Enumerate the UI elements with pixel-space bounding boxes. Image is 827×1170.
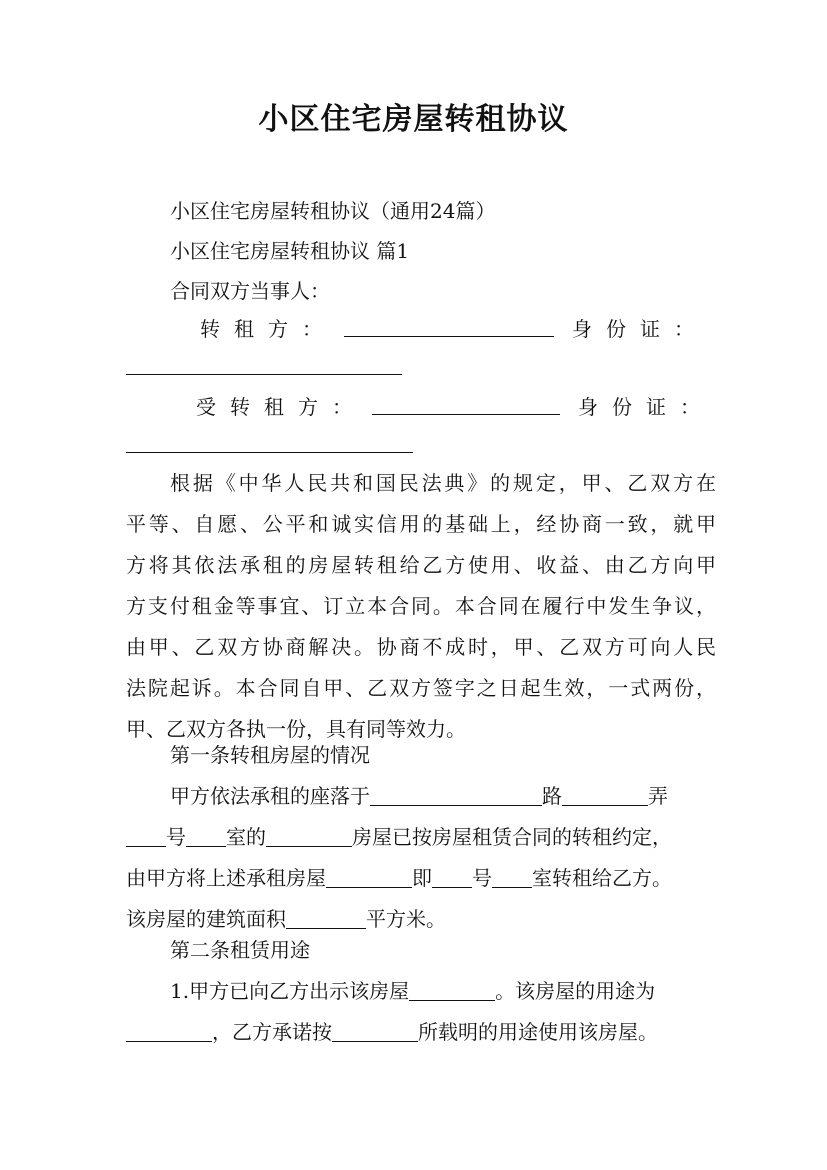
sublessee-id-blank xyxy=(126,452,413,453)
parties-heading: 合同双方当事人： xyxy=(170,279,330,303)
article1-line-3: 由甲方将上述承租房屋 即 号 室转租给乙方。 xyxy=(126,866,672,890)
number-blank xyxy=(126,824,166,847)
document-subtitle: 小区住宅房屋转租协议（通用24篇） xyxy=(170,199,496,223)
sublessor-id-blank xyxy=(126,374,402,375)
room-blank xyxy=(186,824,226,847)
room-blank-2 xyxy=(492,865,532,888)
intro-line: 方支付租金等事宜、订立本合同。本合同在履行中发生争议， xyxy=(126,594,716,618)
property-blank xyxy=(266,824,352,847)
article2-heading: 第二条租赁用途 xyxy=(170,938,310,962)
house-blank xyxy=(326,865,412,888)
intro-line: 方将其依法承租的房屋转租给乙方使用、收益、由乙方向甲 xyxy=(126,553,716,577)
sublessee-blank xyxy=(372,414,560,415)
intro-line: 平等、自愿、公平和诚实信用的基础上，经协商一致，就甲 xyxy=(126,512,716,536)
document-title: 小区住宅房屋转租协议 xyxy=(258,102,569,137)
article1-heading: 第一条转租房屋的情况 xyxy=(170,743,370,767)
sublessee-id-label: 身份证： xyxy=(578,395,714,419)
number-blank-2 xyxy=(432,865,472,888)
address-lane-blank xyxy=(562,783,648,806)
intro-line: 法院起诉。本合同自甲、乙双方签字之日起生效，一式两份， xyxy=(126,676,716,700)
sublessee-label: 受转租方： xyxy=(196,395,366,419)
address-road-blank xyxy=(370,783,542,806)
section-heading: 小区住宅房屋转租协议 篇1 xyxy=(170,239,410,263)
intro-line: 根据《中华人民共和国民法典》的规定，甲、乙双方在 xyxy=(170,471,716,495)
intro-line: 由甲、乙双方协商解决。协商不成时，甲、乙双方可向人民 xyxy=(126,635,716,659)
document-blank xyxy=(332,1019,418,1042)
intro-line: 甲、乙双方各执一份，具有同等效力。 xyxy=(126,717,466,741)
sublessor-label: 转租方： xyxy=(200,317,336,341)
purpose-blank xyxy=(126,1019,212,1042)
article1-line-1: 甲方依法承租的座落于 路 弄 xyxy=(170,784,668,808)
article2-line-1: 1.甲方已向乙方出示该房屋 。该房屋的用途为 xyxy=(170,979,656,1003)
sublessor-id-label: 身份证： xyxy=(572,317,708,341)
sublessor-blank xyxy=(344,336,554,337)
certificate-blank xyxy=(409,978,495,1001)
article1-line-2: 号 室的 房屋已按房屋租赁合同的转租约定， xyxy=(126,822,716,852)
area-blank xyxy=(286,906,366,929)
article2-line-2: ，乙方承诺按 所载明的用途使用该房屋。 xyxy=(126,1017,716,1047)
article1-line-4: 该房屋的建筑面积 平方米。 xyxy=(126,907,446,931)
